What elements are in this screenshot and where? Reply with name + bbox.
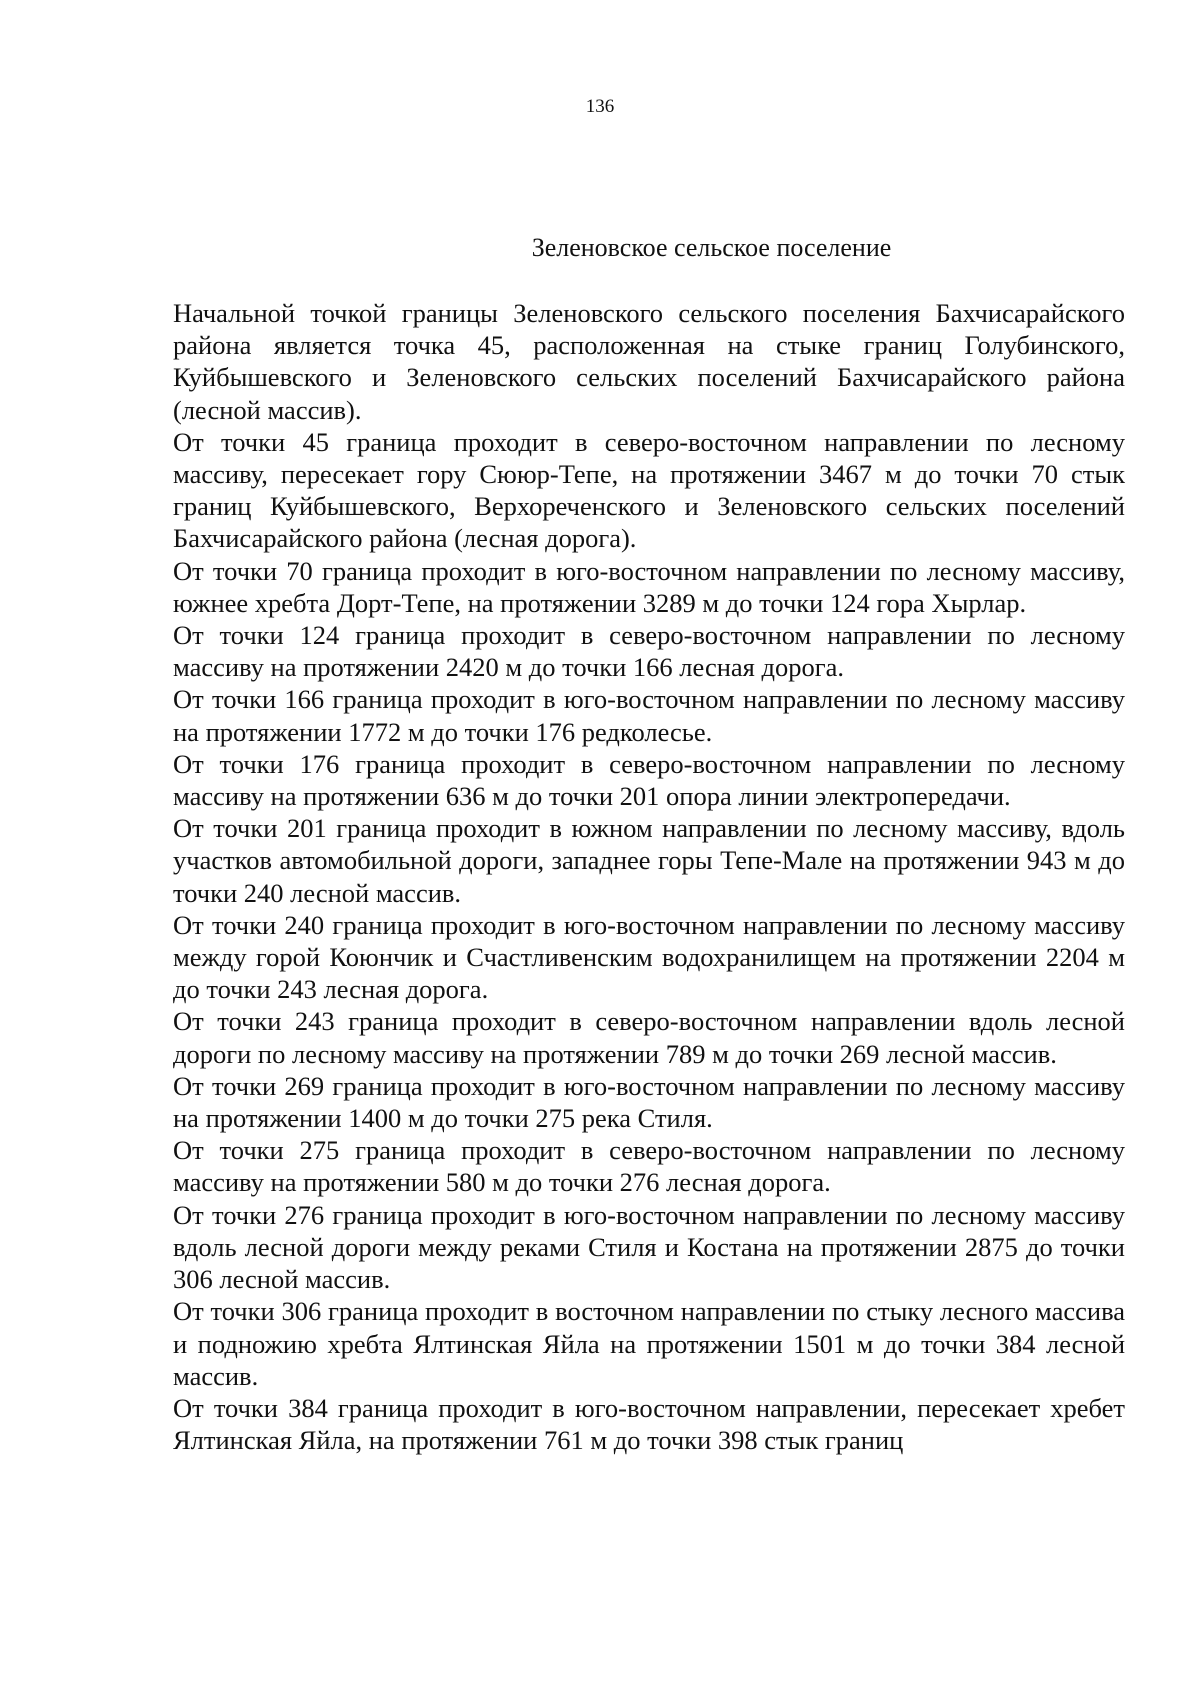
paragraph: От точки 269 граница проходит в юго-восточном направлении по лесному массиву на протяжении 1400 м до точки 275 река Стиля. bbox=[173, 1070, 1125, 1134]
paragraph: От точки 306 граница проходит в восточном направлении по стыку лесного массива и подножию хребта Ялтинская Яйла на протяжении 1501 м до точки 384 лесной массив. bbox=[173, 1296, 1125, 1391]
paragraph: От точки 201 граница проходит в южном направлении по лесному массиву, вдоль участков автомобильной дороги, западнее горы Тепе-Мале на протяжении 943 м до точки 240 лесной массив. bbox=[173, 813, 1125, 908]
paragraph: От точки 166 граница проходит в юго-восточном направлении по лесному массиву на протяжении 1772 м до точки 176 редколесье. bbox=[173, 684, 1125, 747]
paragraph: От точки 276 граница проходит в юго-восточном направлении по лесному массиву вдоль лесной дороги между реками Стиля и Костана на протяжении 2875 до точки 306 лесной массив. bbox=[173, 1199, 1125, 1295]
section-title: Зеленовское сельское поселение bbox=[531, 233, 892, 262]
paragraph: От точки 240 граница проходит в юго-восточном направлении по лесному массиву между горой Коюнчик и Счастливенским водохранилищем на протяжении 2204 м до точки 243 лесная дорога. bbox=[173, 909, 1125, 1005]
page-number: 136 bbox=[585, 96, 615, 117]
paragraph: От точки 176 граница проходит в северо-восточном направлении по лесному массиву на протяжении 636 м до точки 201 опора линии электропередачи. bbox=[173, 748, 1125, 812]
paragraph: От точки 243 граница проходит в северо-восточном направлении вдоль лесной дороги по лесному массиву на протяжении 789 м до точки 269 лесной массив. bbox=[173, 1006, 1125, 1069]
document-body bbox=[173, 297, 1125, 1456]
paragraph: От точки 70 граница проходит в юго-восточном направлении по лесному массиву, южнее хребта Дорт-Тепе, на протяжении 3289 м до точки 124 гора Хырлар. bbox=[173, 555, 1125, 618]
paragraph: От точки 124 граница проходит в северо-восточном направлении по лесному массиву на протяжении 2420 м до точки 166 лесная дорога. bbox=[173, 620, 1125, 683]
paragraph: От точки 45 граница проходит в северо-восточном направлении по лесному массиву, пересекает гору Сююр-Тепе, на протяжении 3467 м до точки 70 стык границ Куйбышевского, Верхореченского и Зеленовского сельских поселений Бахчисарайского района (лесная дорога). bbox=[173, 426, 1125, 554]
paragraph: От точки 384 граница проходит в юго-восточном направлении, пересекает хребет Ялтинская Яйла, на протяжении 761 м до точки 398 стык границ bbox=[173, 1392, 1125, 1456]
paragraph: От точки 275 граница проходит в северо-восточном направлении по лесному массиву на протяжении 580 м до точки 276 лесная дорога. bbox=[173, 1135, 1125, 1198]
paragraph: Начальной точкой границы Зеленовского сельского поселения Бахчисарайского района является точка 45, расположенная на стыке границ Голубинского, Куйбышевского и Зеленовского сельских поселений Бахчисарайского района (лесной массив). bbox=[173, 298, 1125, 425]
